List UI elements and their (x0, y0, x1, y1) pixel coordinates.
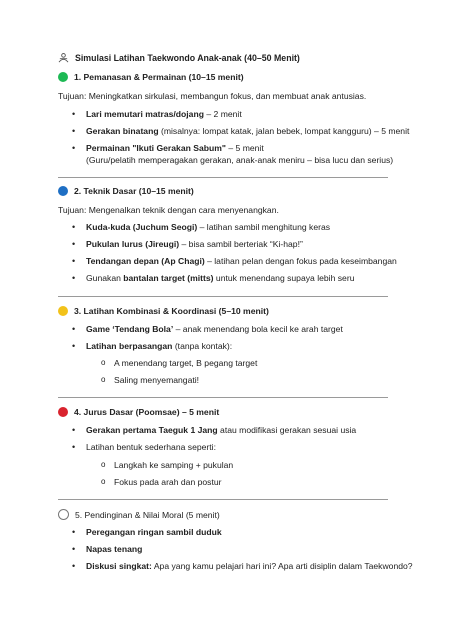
list-item: Tendangan depan (Ap Chagi) – latihan pelan dengan fokus pada keseimbangan (86, 256, 397, 266)
bullet-icon: • (72, 222, 76, 232)
section-1-heading-text: 1. Pemanasan & Permainan (10–15 menit) (74, 72, 244, 82)
list-item: Kuda-kuda (Juchum Seogi) – latihan sambil menghitung keras (86, 222, 331, 232)
section-divider (58, 499, 388, 500)
section-5-heading-text: 5. Pendinginan & Nilai Moral (5 menit) (75, 509, 220, 520)
person-icon (58, 53, 69, 63)
bullet-icon: • (72, 425, 76, 435)
list-item: Lari memutari matras/dojang – 2 menit (86, 109, 242, 119)
section-1-heading (58, 72, 244, 82)
circle-bullet-icon: o (101, 477, 106, 486)
white-circle-icon (58, 509, 69, 520)
list-item: Gunakan bantalan target (mitts) untuk menendang supaya lebih seru (86, 273, 355, 283)
section-5-heading (58, 509, 220, 520)
section-1-goal: Tujuan: Meningkatkan sirkulasi, membangun fokus, dan membuat anak antusias. (58, 91, 367, 101)
section-divider (58, 397, 388, 398)
bullet-icon: • (72, 442, 76, 452)
list-item: Permainan "Ikuti Gerakan Sabum" – 5 menit (86, 143, 264, 153)
bullet-icon: • (72, 273, 76, 283)
list-item: Gerakan binatang (misalnya: lompat katak, jalan bebek, lompat kangguru) – 5 menit (86, 126, 410, 136)
yellow-circle-icon (58, 306, 68, 316)
section-4-heading (58, 407, 219, 417)
list-item: Latihan bentuk sederhana seperti: (86, 442, 216, 452)
list-item: Gerakan pertama Taeguk 1 Jang atau modifikasi gerakan sesuai usia (86, 425, 357, 435)
list-item: Diskusi singkat: Apa yang kamu pelajari hari ini? Apa arti disiplin dalam Taekwondo? (86, 561, 413, 571)
list-item: Peregangan ringan sambil duduk (86, 527, 222, 537)
list-item: Napas tenang (86, 544, 143, 554)
section-3-heading (58, 306, 269, 316)
bullet-icon: • (72, 527, 76, 537)
list-item: Pukulan lurus (Jireugi) – bisa sambil berteriak “Ki-hap!” (86, 239, 303, 249)
sub-list-item: A menendang target, B pegang target (114, 358, 258, 368)
bullet-icon: • (72, 341, 76, 351)
list-item-continuation: (Guru/pelatih memperagakan gerakan, anak-anak meniru – bisa lucu dan serius) (86, 155, 394, 165)
list-item: Game ‘Tendang Bola’ – anak menendang bola kecil ke arah target (86, 324, 343, 334)
bullet-icon: • (72, 324, 76, 334)
bullet-icon: • (72, 126, 76, 136)
bullet-icon: • (72, 544, 76, 554)
list-item: Latihan berpasangan (tanpa kontak): (86, 341, 233, 351)
bullet-icon: • (72, 143, 76, 153)
section-divider (58, 296, 388, 297)
title-text: Simulasi Latihan Taekwondo Anak-anak (40–50 Menit) (75, 53, 300, 63)
sub-list-item: Saling menyemangati! (114, 375, 200, 385)
sub-list-item: Fokus pada arah dan postur (114, 477, 222, 487)
section-4-heading-text: 4. Jurus Dasar (Poomsae) – 5 menit (74, 407, 220, 417)
green-circle-icon (58, 72, 68, 82)
blue-circle-icon (58, 186, 68, 196)
circle-bullet-icon: o (101, 358, 106, 367)
circle-bullet-icon: o (101, 460, 106, 469)
section-3-heading-text: 3. Latihan Kombinasi & Koordinasi (5–10 menit) (74, 306, 269, 316)
document-title (58, 53, 300, 63)
section-2-goal: Tujuan: Mengenalkan teknik dengan cara menyenangkan. (58, 205, 279, 215)
section-2-heading (58, 186, 194, 196)
bullet-icon: • (72, 561, 76, 571)
circle-bullet-icon: o (101, 375, 106, 384)
section-2-heading-text: 2. Teknik Dasar (10–15 menit) (74, 186, 194, 196)
red-circle-icon (58, 407, 68, 417)
bullet-icon: • (72, 239, 76, 249)
section-divider (58, 177, 388, 178)
bullet-icon: • (72, 256, 76, 266)
bullet-icon: • (72, 109, 76, 119)
sub-list-item: Langkah ke samping + pukulan (114, 460, 234, 470)
